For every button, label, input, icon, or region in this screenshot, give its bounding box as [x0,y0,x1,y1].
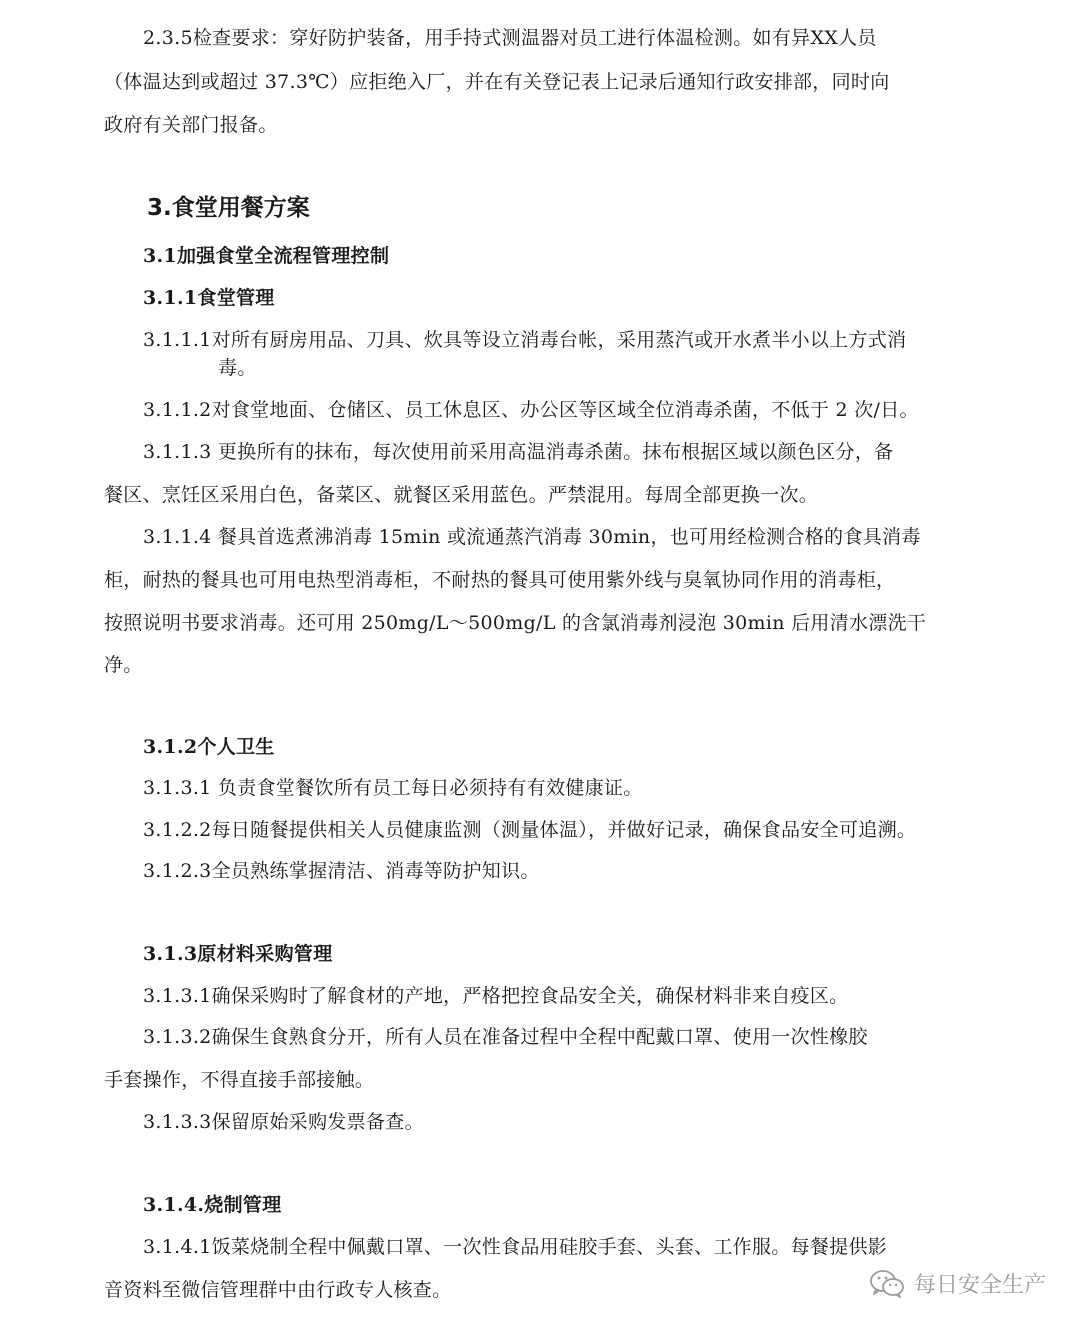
paragraph-3-1-3-1-b: 3.1.3.1确保采购时了解食材的产地，严格把控食品安全关，确保材料非来自疫区。 [143,985,849,1007]
paragraph-3-1-3-2-line-2: 手套操作，不得直接手部接触。 [104,1069,375,1091]
paragraph-3-1-3-2-line-1: 3.1.3.2确保生食熟食分开，所有人员在准备过程中全程中配戴口罩、使用一次性橡胶 [143,1026,868,1048]
watermark-text: 每日安全生产 [913,1273,1046,1298]
subsection-heading-3-1-2: 3.1.2个人卫生 [143,736,275,758]
paragraph-3-1-1-4-line-4: 净。 [104,654,143,676]
paragraph-2-3-5-line-2: （体温达到或超过 37.3℃）应拒绝入厂，并在有关登记表上记录后通知行政安排部，同时向 [104,71,890,93]
paragraph-3-1-4-1-line-2: 音资料至微信管理群中由行政专人核查。 [104,1279,452,1301]
paragraph-2-3-5-line-1: 2.3.5检查要求：穿好防护装备，用手持式测温器对员工进行体温检测。如有异XX人员 [143,27,877,49]
paragraph-2-3-5-line-3: 政府有关部门报备。 [104,114,278,136]
paragraph-3-1-1-4-line-1: 3.1.1.4 餐具首选煮沸消毒 15min 或流通蒸汽消毒 30min，也可用经检测合格的食具消毒 [143,526,921,548]
subsection-heading-3-1-4: 3.1.4.烧制管理 [143,1194,282,1216]
watermark [868,1268,1046,1299]
paragraph-3-1-2-2: 3.1.2.2每日随餐提供相关人员健康监测（测量体温），并做好记录，确保食品安全可追溯。 [143,819,917,841]
paragraph-3-1-1-1-line-2: 毒。 [218,357,257,379]
paragraph-3-1-4-1-line-1: 3.1.4.1饭菜烧制全程中佩戴口罩、一次性食品用硅胶手套、头套、工作服。每餐提供影 [143,1236,888,1258]
subsection-heading-3-1-1: 3.1.1食堂管理 [143,287,275,309]
paragraph-3-1-1-4-line-3: 按照说明书要求消毒。还可用 250mg/L～500mg/L 的含氯消毒剂浸泡 30min 后用清水漂洗干 [104,612,927,634]
subsection-heading-3-1-3: 3.1.3原材料采购管理 [143,943,333,965]
paragraph-3-1-1-2: 3.1.1.2对食堂地面、仓储区、员工休息区、办公区等区域全位消毒杀菌，不低于 2 次/日。 [143,399,919,421]
paragraph-3-1-1-1-line-1: 3.1.1.1对所有厨房用品、刀具、炊具等设立消毒台帐，采用蒸汽或开水煮半小以上方式消 [143,329,907,351]
paragraph-3-1-3-3: 3.1.3.3保留原始采购发票备查。 [143,1111,424,1133]
paragraph-3-1-1-3-line-1: 3.1.1.3 更换所有的抹布，每次使用前采用高温消毒杀菌。抹布根据区域以颜色区分，备 [143,441,894,463]
paragraph-3-1-3-1: 3.1.3.1 负责食堂餐饮所有员工每日必须持有有效健康证。 [143,777,643,799]
wechat-icon [868,1269,906,1299]
paragraph-3-1-1-4-line-2: 柜，耐热的餐具也可用电热型消毒柜，不耐热的餐具可使用紫外线与臭氧协同作用的消毒柜， [104,569,896,591]
paragraph-3-1-2-3: 3.1.2.3全员熟练掌握清洁、消毒等防护知识。 [143,860,540,882]
subsection-heading-3-1: 3.1加强食堂全流程管理控制 [143,245,390,267]
paragraph-3-1-1-3-line-2: 餐区、烹饪区采用白色，备菜区、就餐区采用蓝色。严禁混用。每周全部更换一次。 [104,484,819,506]
section-heading-3: 3.食堂用餐方案 [147,195,310,221]
